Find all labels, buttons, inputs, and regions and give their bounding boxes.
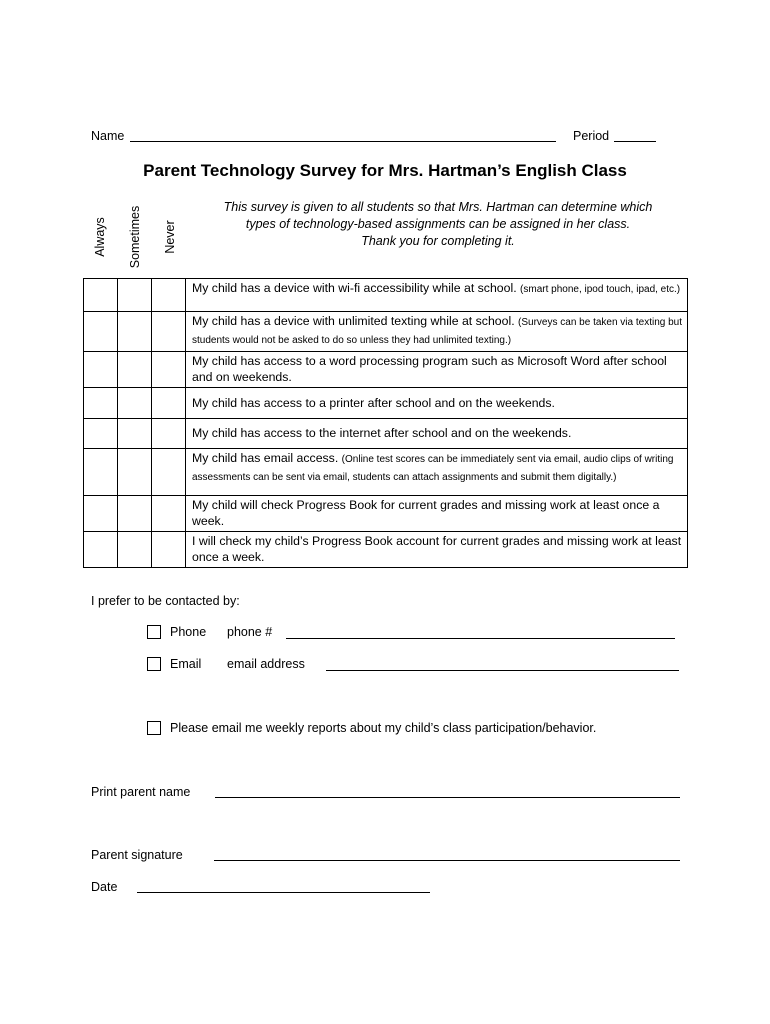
page-title: Parent Technology Survey for Mrs. Hartman’s English Class [143, 161, 627, 180]
question-note: (smart phone, ipod touch, ipad, etc.) [520, 284, 681, 295]
period-label: Period [573, 129, 610, 143]
table-row [84, 496, 688, 532]
email-field-label: email address [227, 657, 305, 671]
email-label: Email [170, 657, 202, 671]
sometimes-cell[interactable] [118, 419, 152, 449]
always-cell[interactable] [84, 388, 118, 419]
signature-field[interactable] [214, 860, 680, 861]
question-cell [186, 532, 688, 568]
sometimes-cell[interactable] [118, 279, 152, 312]
table-row [84, 532, 688, 568]
never-cell[interactable] [152, 419, 186, 449]
sometimes-cell[interactable] [118, 496, 152, 532]
always-cell[interactable] [84, 532, 118, 568]
weekly-report-checkbox[interactable] [147, 721, 161, 735]
phone-checkbox[interactable] [147, 625, 161, 639]
question-cell [186, 352, 688, 388]
name-label: Name [91, 129, 125, 143]
sometimes-cell[interactable] [118, 449, 152, 496]
print-name-label: Print parent name [91, 785, 191, 799]
never-cell[interactable] [152, 312, 186, 352]
question-cell [186, 496, 688, 532]
sometimes-cell[interactable] [118, 532, 152, 568]
never-cell[interactable] [152, 496, 186, 532]
name-field[interactable] [130, 141, 556, 142]
always-cell[interactable] [84, 279, 118, 312]
question-text: My child has access to a word processing program such as Microsoft Word after school and on weekends. [192, 354, 667, 384]
column-header-never: Never [163, 220, 177, 254]
table-row [84, 279, 688, 312]
phone-label: Phone [170, 625, 207, 639]
never-cell[interactable] [152, 449, 186, 496]
table-row [84, 312, 688, 352]
question-note: (Surveys can be taken via texting but students would not be asked to do so unless they had unlimited texting.) [192, 317, 683, 346]
sometimes-cell[interactable] [118, 352, 152, 388]
table-row [84, 388, 688, 419]
email-checkbox[interactable] [147, 657, 161, 671]
question-note: (Online test scores can be immediately sent via email, audio clips of writing assessments can be sent via email, students can attach assignments and submit them digitally.) [192, 454, 674, 483]
never-cell[interactable] [152, 388, 186, 419]
period-field[interactable] [614, 141, 656, 142]
table-row [84, 449, 688, 496]
question-cell [186, 279, 688, 312]
email-field[interactable] [326, 670, 679, 671]
never-cell[interactable] [152, 279, 186, 312]
always-cell[interactable] [84, 312, 118, 352]
never-cell[interactable] [152, 532, 186, 568]
table-row [84, 419, 688, 449]
question-cell [186, 449, 688, 496]
question-text: My child has email access. [192, 451, 339, 465]
always-cell[interactable] [84, 352, 118, 388]
intro-line-1: This survey is given to all students so that Mrs. Hartman can determine which [223, 200, 653, 214]
sometimes-cell[interactable] [118, 388, 152, 419]
always-cell[interactable] [84, 419, 118, 449]
question-text: My child has a device with unlimited texting while at school. [192, 314, 515, 328]
sometimes-cell[interactable] [118, 312, 152, 352]
question-text: My child has access to the internet after school and on the weekends. [192, 426, 572, 440]
column-header-always: Always [93, 217, 107, 257]
column-header-sometimes: Sometimes [128, 205, 142, 269]
question-text: My child has access to a printer after school and on the weekends. [192, 395, 555, 410]
phone-field-label: phone # [227, 625, 273, 639]
intro-line-3: Thank you for completing it. [361, 234, 515, 248]
intro-line-2: types of technology-based assignments can be assigned in her class. [245, 217, 631, 231]
question-text: My child has a device with wi-fi accessibility while at school. [192, 281, 517, 295]
question-cell [186, 388, 688, 419]
always-cell[interactable] [84, 496, 118, 532]
phone-field[interactable] [286, 638, 675, 639]
question-cell [186, 312, 688, 352]
intro-text [190, 199, 686, 250]
always-cell[interactable] [84, 449, 118, 496]
question-text: My child will check Progress Book for current grades and missing work at least once a week. [192, 498, 660, 528]
table-row [84, 352, 688, 388]
contact-prompt: I prefer to be contacted by: [91, 594, 240, 608]
never-cell[interactable] [152, 352, 186, 388]
print-name-field[interactable] [215, 797, 680, 798]
survey-table [83, 278, 688, 568]
weekly-report-label: Please email me weekly reports about my child’s class participation/behavior. [170, 721, 597, 735]
date-field[interactable] [137, 892, 430, 893]
signature-label: Parent signature [91, 848, 183, 862]
question-cell [186, 419, 688, 449]
question-text: I will check my child’s Progress Book account for current grades and missing work at least once a week. [192, 534, 682, 564]
date-label: Date [91, 880, 118, 894]
